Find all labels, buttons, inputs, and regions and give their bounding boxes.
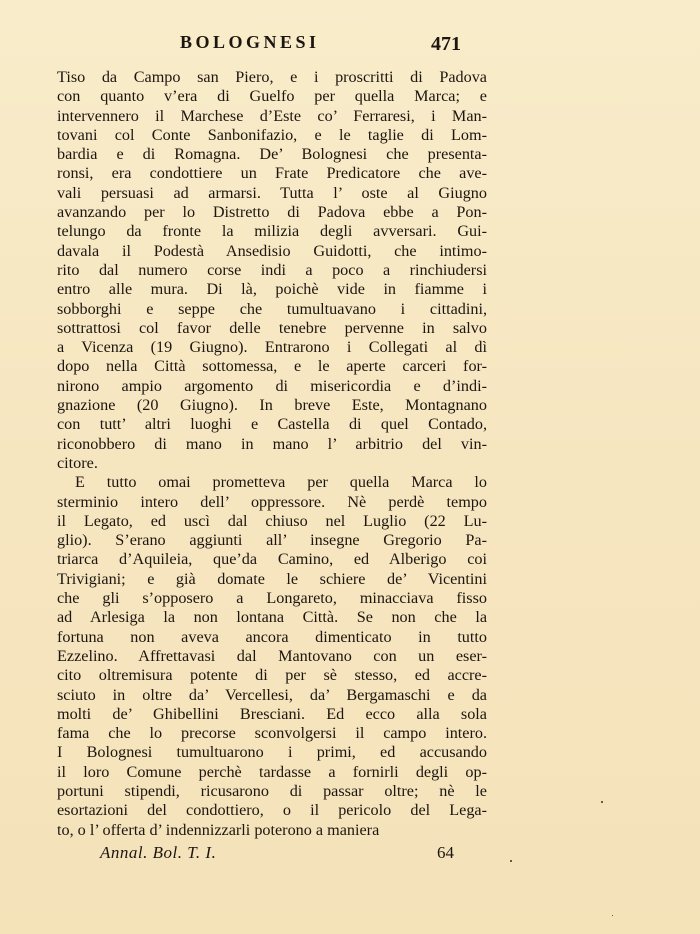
text-line: cito oltremisura potente di per sè stesso, ed accre-: [57, 666, 487, 685]
text-line: portuni stipendi, ricusarono di passar oltre; nè le: [57, 781, 487, 800]
text-line: Tiso da Campo san Piero, e i proscritti di Padova: [57, 68, 487, 86]
running-head: BOLOGNESI: [180, 32, 320, 52]
page-header: [0, 30, 700, 60]
text-line: I Bolognesi tumultuarono i primi, ed accusando: [57, 743, 487, 762]
signature-mark: Annal. Bol. T. I.: [100, 843, 217, 862]
page-number: 471: [431, 33, 461, 55]
text-line: davala il Podestà Ansedisio Guidotti, che intimo-: [57, 241, 487, 260]
text-line: a Vicenza (19 Giugno). Entrarono i Collegati al dì: [57, 338, 487, 357]
paper-speck: [612, 915, 613, 916]
text-line: bardia e di Romagna. De’ Bolognesi che presenta-: [57, 145, 487, 164]
text-line: Ezzelino. Affrettavasi dal Mantovano con un eser-: [57, 646, 487, 665]
text-line: sobborghi e seppe che tumultuavano i cittadini,: [57, 299, 487, 318]
paper-speck: [601, 801, 603, 803]
text-line: intervennero il Marchese d’Este co’ Ferraresi, i Man-: [57, 106, 487, 125]
text-line: che gli s’opposero a Longareto, minacciava fisso: [57, 589, 487, 608]
text-line: con tutt’ altri luoghi e Castella di quel Contado,: [57, 415, 487, 434]
text-line: glio). S’erano aggiunti all’ insegne Gregorio Pa-: [57, 531, 487, 550]
text-line: il Legato, ed uscì dal chiuso nel Luglio (22 Lu-: [57, 511, 487, 530]
text-line: vali persuasi ad armarsi. Tutta l’ oste al Giugno: [57, 183, 487, 202]
text-line: fama che lo precorse sconvolgersi il campo intero.: [57, 724, 487, 743]
body-text: [57, 68, 487, 840]
text-line: E tutto omai prometteva per quella Marca lo: [75, 473, 487, 492]
text-line: entro alle mura. Di là, poichè vide in fiamme i: [57, 280, 487, 299]
text-line: avanzando per lo Distretto di Padova ebbe a Pon-: [57, 203, 487, 222]
sheet-number: 64: [437, 843, 454, 862]
text-line: esortazioni del condottiero, o il pericolo del Lega-: [57, 801, 487, 820]
text-line: nirono ampio argomento di misericordia e d’indi-: [57, 376, 487, 395]
text-line: rito dal numero corse indi a poco a rinchiudersi: [57, 260, 487, 279]
text-line: con quanto v’era di Guelfo per quella Marca; e: [57, 87, 487, 106]
text-line: sterminio intero dell’ oppressore. Nè perdè tempo: [57, 492, 487, 511]
text-line: molti de’ Ghibellini Bresciani. Ed ecco alla sola: [57, 704, 487, 723]
page-footer: [0, 843, 700, 867]
text-line: citore.: [57, 453, 98, 472]
text-line: dopo nella Città sottomessa, e le aperte carceri for-: [57, 357, 487, 376]
text-line: Trivigiani; e già domate le schiere de’ Vicentini: [57, 569, 487, 588]
text-line: tovani col Conte Sanbonifazio, e le taglie di Lom-: [57, 125, 487, 144]
text-line: gnazione (20 Giugno). In breve Este, Montagnano: [57, 396, 487, 415]
text-line: ronsi, era condottiere un Frate Predicatore che ave-: [57, 164, 487, 183]
text-line: sottrattosi col favor delle tenebre pervenne in salvo: [57, 318, 487, 337]
text-line: fortuna non aveva ancora dimenticato in tutto: [57, 627, 487, 646]
text-line: telungo da fronte la milizia degli avversari. Gui-: [57, 222, 487, 241]
text-line: triarca d’Aquileia, que’da Camino, ed Alberigo coi: [57, 550, 487, 569]
paper-speck: [510, 860, 512, 862]
text-line: to, o l’ offerta d’ indennizzarli poterono a maniera: [57, 820, 380, 839]
text-line: il loro Comune perchè tardasse a fornirli degli op-: [57, 762, 487, 781]
text-line: riconobbero di mano in mano l’ arbitrio del vin-: [57, 434, 487, 453]
text-line: ad Arlesiga la non lontana Città. Se non che la: [57, 608, 487, 627]
text-line: sciuto in oltre da’ Vercellesi, da’ Bergamaschi e da: [57, 685, 487, 704]
